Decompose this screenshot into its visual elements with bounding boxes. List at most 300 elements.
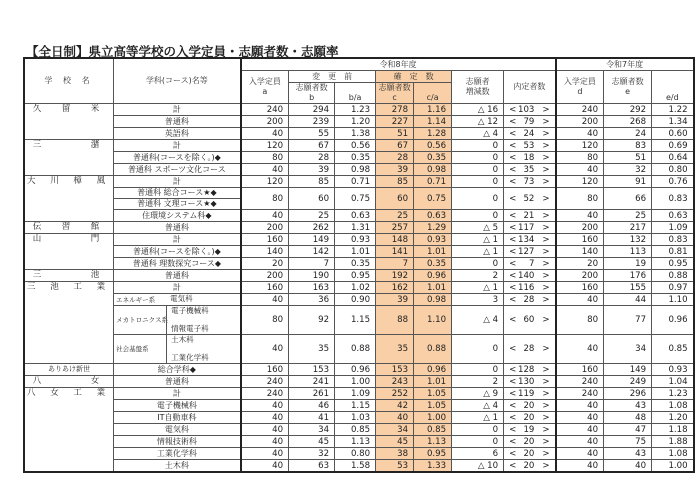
- table-row: [24, 116, 694, 128]
- bracket-close: >: [542, 258, 550, 269]
- naitei-count: [504, 234, 556, 246]
- applicants-b: 45: [289, 436, 335, 448]
- naitei-value: 28: [523, 294, 535, 305]
- ratio-ba: 1.58: [335, 460, 376, 473]
- ratio-ba: 1.00: [335, 376, 376, 388]
- dept-item: 情報電子科: [171, 324, 209, 333]
- bracket-open: <: [509, 258, 517, 269]
- applicant-change: 0: [452, 210, 504, 222]
- dept-name: IT自動車科: [114, 412, 241, 424]
- dept-name: 土木科: [114, 460, 241, 473]
- table-row: [24, 364, 694, 376]
- applicants-b: 163: [289, 282, 335, 294]
- ratio-ca: 1.16: [414, 104, 452, 116]
- table-row: [24, 152, 694, 164]
- bracket-open: <: [509, 448, 517, 459]
- applicants-c: 60: [376, 188, 414, 210]
- applicants-e: 77: [604, 306, 652, 335]
- ratio-ba: 0.93: [335, 234, 376, 246]
- ratio-ca: 0.35: [414, 258, 452, 270]
- naitei-value: 140: [518, 270, 535, 281]
- capacity-d: 240: [556, 388, 604, 400]
- applicants-e: 24: [604, 128, 652, 140]
- school-name: 三 潴: [24, 140, 114, 176]
- ratio-ba: 1.03: [335, 412, 376, 424]
- applicant-change: △ 1: [452, 282, 504, 294]
- applicants-c: 278: [376, 104, 414, 116]
- ratio-ba: 0.98: [335, 164, 376, 176]
- dept-name: 電子機械科: [114, 400, 241, 412]
- table-row: [24, 140, 694, 152]
- bracket-open: <: [509, 460, 517, 471]
- header-applicants-e: 志願者数 e: [604, 71, 652, 104]
- bracket-open: <: [509, 234, 517, 245]
- naitei-count: [504, 364, 556, 376]
- capacity-a: 40: [241, 460, 289, 473]
- dept-name: 総合学科◆: [114, 364, 241, 376]
- capacity-d: 20: [556, 258, 604, 270]
- ratio-ed: 0.88: [652, 270, 694, 282]
- dept-name: 電気科: [114, 424, 241, 436]
- dept-name: 計: [114, 388, 241, 400]
- capacity-a: 200: [241, 222, 289, 234]
- bracket-close: >: [542, 176, 550, 187]
- bracket-open: <: [509, 140, 517, 151]
- table-row: [24, 294, 694, 306]
- naitei-count: [504, 460, 556, 473]
- ratio-ed: 1.20: [652, 412, 694, 424]
- bracket-open: <: [509, 412, 517, 423]
- header-change: 志願者 増減数: [452, 71, 504, 104]
- table-row: [24, 448, 694, 460]
- capacity-a: 40: [241, 448, 289, 460]
- applicants-b: 153: [289, 364, 335, 376]
- ratio-ba: 1.20: [335, 116, 376, 128]
- capacity-a: 140: [241, 246, 289, 258]
- ratio-ba: 1.13: [335, 436, 376, 448]
- capacity-a: 240: [241, 388, 289, 400]
- applicants-e: 48: [604, 412, 652, 424]
- header-ratio-ed: e/d: [652, 71, 694, 104]
- bracket-close: >: [542, 344, 550, 354]
- naitei-value: 20: [523, 460, 535, 471]
- naitei-value: 79: [523, 116, 535, 127]
- capacity-d: 240: [556, 104, 604, 116]
- applicants-e: 83: [604, 140, 652, 152]
- dept-group-label: メカトロニクス系: [116, 316, 169, 324]
- dept-name: 情報技術科: [114, 436, 241, 448]
- applicants-b: 67: [289, 140, 335, 152]
- ratio-ba: 0.80: [335, 448, 376, 460]
- naitei-count: [504, 188, 556, 210]
- table-row: [24, 335, 694, 364]
- applicants-b: 34: [289, 424, 335, 436]
- ratio-ed: 0.81: [652, 246, 694, 258]
- applicant-change: △ 1: [452, 234, 504, 246]
- table-row: [24, 282, 694, 294]
- ratio-ba: 1.38: [335, 128, 376, 140]
- ratio-ca: 1.33: [414, 460, 452, 473]
- ratio-ba: 0.85: [335, 424, 376, 436]
- applicants-b: 262: [289, 222, 335, 234]
- applicants-b: 32: [289, 448, 335, 460]
- capacity-d: 40: [556, 424, 604, 436]
- naitei-value: 20: [523, 436, 535, 447]
- applicants-c: 25: [376, 210, 414, 222]
- capacity-a: 120: [241, 176, 289, 188]
- naitei-count: [504, 270, 556, 282]
- naitei-value: 52: [523, 193, 535, 204]
- capacity-d: 80: [556, 152, 604, 164]
- ratio-ed: 1.04: [652, 376, 694, 388]
- naitei-value: 35: [523, 164, 535, 175]
- applicants-e: 75: [604, 436, 652, 448]
- dept-name: 普通科: [114, 116, 241, 128]
- ratio-ca: 1.05: [414, 400, 452, 412]
- applicant-change: △ 1: [452, 412, 504, 424]
- capacity-a: 40: [241, 210, 289, 222]
- bracket-open: <: [509, 294, 517, 305]
- naitei-value: 20: [523, 412, 535, 423]
- dept-group-label: エネルギー系: [116, 295, 156, 304]
- ratio-ca: 1.05: [414, 388, 452, 400]
- applicants-b: 142: [289, 246, 335, 258]
- school-name: 三 池: [24, 270, 114, 282]
- ratio-ca: 0.96: [414, 364, 452, 376]
- table-row: [24, 258, 694, 270]
- dept-name: [114, 294, 241, 306]
- header-ratio-ba: b/a: [335, 83, 376, 104]
- capacity-d: 40: [556, 412, 604, 424]
- ratio-ca: 0.95: [414, 448, 452, 460]
- capacity-d: 160: [556, 282, 604, 294]
- applicants-e: 32: [604, 164, 652, 176]
- dept-name: 計: [114, 234, 241, 246]
- bracket-open: <: [509, 270, 517, 281]
- school-name: 大 川 樟 風: [24, 176, 114, 222]
- applicants-b: 60: [289, 188, 335, 210]
- capacity-a: 200: [241, 116, 289, 128]
- dept-item: 土木科: [171, 335, 194, 344]
- table-row: [24, 306, 694, 335]
- bracket-open: <: [509, 246, 517, 257]
- naitei-value: 134: [518, 234, 535, 245]
- header-before-change: 変 更 前: [289, 71, 376, 83]
- naitei-count: [504, 294, 556, 306]
- applicants-c: 153: [376, 364, 414, 376]
- applicants-c: 51: [376, 128, 414, 140]
- ratio-ca: 0.93: [414, 234, 452, 246]
- ratio-ba: 0.75: [335, 188, 376, 210]
- dept-name: [114, 188, 241, 210]
- capacity-a: 40: [241, 412, 289, 424]
- naitei-value: 18: [523, 152, 535, 163]
- applicant-change: 0: [452, 164, 504, 176]
- ratio-ba: 1.15: [335, 400, 376, 412]
- applicants-b: 35: [289, 335, 335, 364]
- school-name: 八 女 工 業: [24, 388, 114, 473]
- applicants-c: 45: [376, 436, 414, 448]
- bracket-close: >: [542, 294, 550, 305]
- bracket-open: <: [509, 436, 517, 447]
- table-row: [24, 400, 694, 412]
- bracket-close: >: [542, 412, 550, 423]
- naitei-value: 73: [523, 176, 535, 187]
- dept-name: 英語科: [114, 128, 241, 140]
- ratio-ba: 1.02: [335, 282, 376, 294]
- applicant-change: △ 10: [452, 460, 504, 473]
- dept-name: 普通科 スポーツ文化コース: [114, 164, 241, 176]
- applicants-c: 227: [376, 116, 414, 128]
- applicant-change: 6: [452, 448, 504, 460]
- applicants-b: 261: [289, 388, 335, 400]
- header-r8: 令和8年度: [241, 58, 556, 71]
- ratio-ba: 0.88: [335, 335, 376, 364]
- naitei-value: 128: [518, 364, 535, 375]
- capacity-d: 200: [556, 270, 604, 282]
- ratio-ed: 1.88: [652, 436, 694, 448]
- capacity-d: 40: [556, 164, 604, 176]
- ratio-ba: 0.56: [335, 140, 376, 152]
- ratio-ca: 0.98: [414, 164, 452, 176]
- applicants-c: 148: [376, 234, 414, 246]
- naitei-count: [504, 400, 556, 412]
- applicants-c: 257: [376, 222, 414, 234]
- applicant-change: 0: [452, 152, 504, 164]
- naitei-count: [504, 164, 556, 176]
- applicants-b: 239: [289, 116, 335, 128]
- header-applicants-c: 志願者数 c: [376, 83, 414, 104]
- ratio-ba: 0.95: [335, 270, 376, 282]
- applicants-e: 91: [604, 176, 652, 188]
- bracket-open: <: [509, 176, 517, 187]
- dept-name: 計: [114, 140, 241, 152]
- applicant-change: △ 4: [452, 128, 504, 140]
- dept-name: 普通科(コースを除く。)◆: [114, 246, 241, 258]
- applicants-e: 25: [604, 210, 652, 222]
- applicant-change: 3: [452, 294, 504, 306]
- applicants-c: 162: [376, 282, 414, 294]
- naitei-count: [504, 222, 556, 234]
- dept-name: 普通科: [114, 376, 241, 388]
- bracket-close: >: [542, 400, 550, 411]
- capacity-d: 200: [556, 116, 604, 128]
- bracket-close: >: [542, 222, 550, 233]
- applicants-b: 46: [289, 400, 335, 412]
- table-row: [24, 436, 694, 448]
- ratio-ba: 0.35: [335, 152, 376, 164]
- ratio-ed: 0.95: [652, 258, 694, 270]
- ratio-ca: 1.01: [414, 282, 452, 294]
- header-dept-name: 学科(コース)名等: [114, 58, 241, 104]
- naitei-count: [504, 246, 556, 258]
- applicants-e: 43: [604, 448, 652, 460]
- applicants-b: 85: [289, 176, 335, 188]
- capacity-a: 20: [241, 258, 289, 270]
- applicants-e: 40: [604, 460, 652, 473]
- applicants-e: 176: [604, 270, 652, 282]
- ratio-ed: 0.96: [652, 306, 694, 335]
- applicants-b: 28: [289, 152, 335, 164]
- dept-name: 計: [114, 176, 241, 188]
- applicant-change: 0: [452, 335, 504, 364]
- ratio-ca: 1.14: [414, 116, 452, 128]
- ratio-ed: 1.08: [652, 448, 694, 460]
- bracket-close: >: [542, 448, 550, 459]
- dept-name: 普通科: [114, 270, 241, 282]
- naitei-count: [504, 104, 556, 116]
- naitei-value: 24: [523, 128, 535, 139]
- bracket-open: <: [509, 210, 517, 221]
- naitei-count: [504, 335, 556, 364]
- bracket-open: <: [509, 388, 517, 399]
- ratio-ca: 0.35: [414, 152, 452, 164]
- naitei-count: [504, 376, 556, 388]
- bracket-close: >: [542, 210, 550, 221]
- header-school-name: 学 校 名: [24, 58, 114, 104]
- applicants-e: 217: [604, 222, 652, 234]
- dept-item: 普通科 総合コース★◆: [114, 188, 240, 199]
- naitei-value: 130: [518, 376, 535, 387]
- ratio-ca: 0.98: [414, 294, 452, 306]
- naitei-value: 127: [518, 246, 535, 257]
- applicants-e: 34: [604, 335, 652, 364]
- applicants-e: 155: [604, 282, 652, 294]
- bracket-open: <: [509, 364, 517, 375]
- ratio-ca: 0.71: [414, 176, 452, 188]
- applicant-change: △ 4: [452, 306, 504, 335]
- ratio-ba: 0.96: [335, 364, 376, 376]
- bracket-open: <: [509, 315, 517, 325]
- applicant-change: 2: [452, 270, 504, 282]
- bracket-close: >: [542, 234, 550, 245]
- applicants-c: 252: [376, 388, 414, 400]
- applicants-c: 243: [376, 376, 414, 388]
- applicants-b: 63: [289, 460, 335, 473]
- naitei-count: [504, 176, 556, 188]
- capacity-a: 80: [241, 306, 289, 335]
- dept-name: 工業化学科: [114, 448, 241, 460]
- applicants-e: 19: [604, 258, 652, 270]
- naitei-value: 117: [518, 222, 535, 233]
- table-row: [24, 234, 694, 246]
- capacity-d: 120: [556, 140, 604, 152]
- ratio-ed: 1.09: [652, 222, 694, 234]
- naitei-count: [504, 306, 556, 335]
- naitei-count: [504, 258, 556, 270]
- capacity-a: 40: [241, 424, 289, 436]
- naitei-count: [504, 282, 556, 294]
- applicants-b: 25: [289, 210, 335, 222]
- bracket-close: >: [542, 388, 550, 399]
- capacity-a: 80: [241, 152, 289, 164]
- ratio-ba: 0.63: [335, 210, 376, 222]
- ratio-ed: 0.97: [652, 282, 694, 294]
- applicants-e: 132: [604, 234, 652, 246]
- capacity-a: 160: [241, 282, 289, 294]
- capacity-d: 140: [556, 246, 604, 258]
- table-row: [24, 128, 694, 140]
- naitei-value: 7: [528, 258, 535, 269]
- bracket-open: <: [509, 282, 517, 293]
- applicant-change: 0: [452, 424, 504, 436]
- capacity-a: 40: [241, 436, 289, 448]
- applicant-change: △ 12: [452, 116, 504, 128]
- ratio-ca: 0.85: [414, 424, 452, 436]
- capacity-a: 40: [241, 335, 289, 364]
- applicants-b: 36: [289, 294, 335, 306]
- capacity-d: 40: [556, 400, 604, 412]
- capacity-d: 160: [556, 364, 604, 376]
- table-row: [24, 104, 694, 116]
- applicants-c: 35: [376, 335, 414, 364]
- applicant-change: 0: [452, 258, 504, 270]
- table-row: [24, 210, 694, 222]
- naitei-value: 20: [523, 400, 535, 411]
- ratio-ba: 0.90: [335, 294, 376, 306]
- capacity-d: 40: [556, 294, 604, 306]
- dept-item: 電気科: [170, 294, 193, 303]
- ratio-ed: 1.18: [652, 424, 694, 436]
- applicants-e: 292: [604, 104, 652, 116]
- ratio-ed: 0.80: [652, 164, 694, 176]
- ratio-ca: 1.13: [414, 436, 452, 448]
- capacity-d: 160: [556, 234, 604, 246]
- ratio-ed: 0.63: [652, 210, 694, 222]
- ratio-ba: 1.31: [335, 222, 376, 234]
- table-row: [24, 246, 694, 258]
- bracket-open: <: [509, 193, 517, 204]
- naitei-value: 116: [518, 282, 535, 293]
- header-capacity-a: 入学定員 a: [241, 71, 289, 104]
- dept-name: 計: [114, 282, 241, 294]
- capacity-a: 240: [241, 376, 289, 388]
- capacity-a: 80: [241, 188, 289, 210]
- ratio-ca: 1.01: [414, 376, 452, 388]
- applicant-change: 0: [452, 436, 504, 448]
- ratio-ed: 1.34: [652, 116, 694, 128]
- school-name: 山 門: [24, 234, 114, 270]
- applicants-c: 85: [376, 176, 414, 188]
- school-name: 伝 習 館: [24, 222, 114, 234]
- bracket-close: >: [542, 315, 550, 325]
- capacity-d: 240: [556, 376, 604, 388]
- school-name: 三 池 工 業: [24, 282, 114, 364]
- applicant-change: △ 16: [452, 104, 504, 116]
- naitei-count: [504, 152, 556, 164]
- bracket-open: <: [509, 376, 517, 387]
- applicant-change: △ 4: [452, 400, 504, 412]
- ratio-ca: 1.29: [414, 222, 452, 234]
- dept-name: 普通科(コースを除く。)◆: [114, 152, 241, 164]
- applicants-c: 141: [376, 246, 414, 258]
- applicants-b: 149: [289, 234, 335, 246]
- table-row: [24, 412, 694, 424]
- table-body: [24, 104, 694, 473]
- dept-name: [114, 306, 241, 335]
- naitei-count: [504, 424, 556, 436]
- dept-item: 普通科 文理コース★◆: [137, 199, 217, 208]
- header-r7: 令和7年度: [556, 58, 694, 71]
- table-row: [24, 376, 694, 388]
- header-confirmed: 確 定 数: [376, 71, 452, 83]
- applicants-c: 67: [376, 140, 414, 152]
- capacity-d: 40: [556, 210, 604, 222]
- capacity-a: 40: [241, 128, 289, 140]
- capacity-d: 80: [556, 188, 604, 210]
- dept-item: 電子機械科: [171, 306, 209, 315]
- bracket-close: >: [542, 128, 550, 139]
